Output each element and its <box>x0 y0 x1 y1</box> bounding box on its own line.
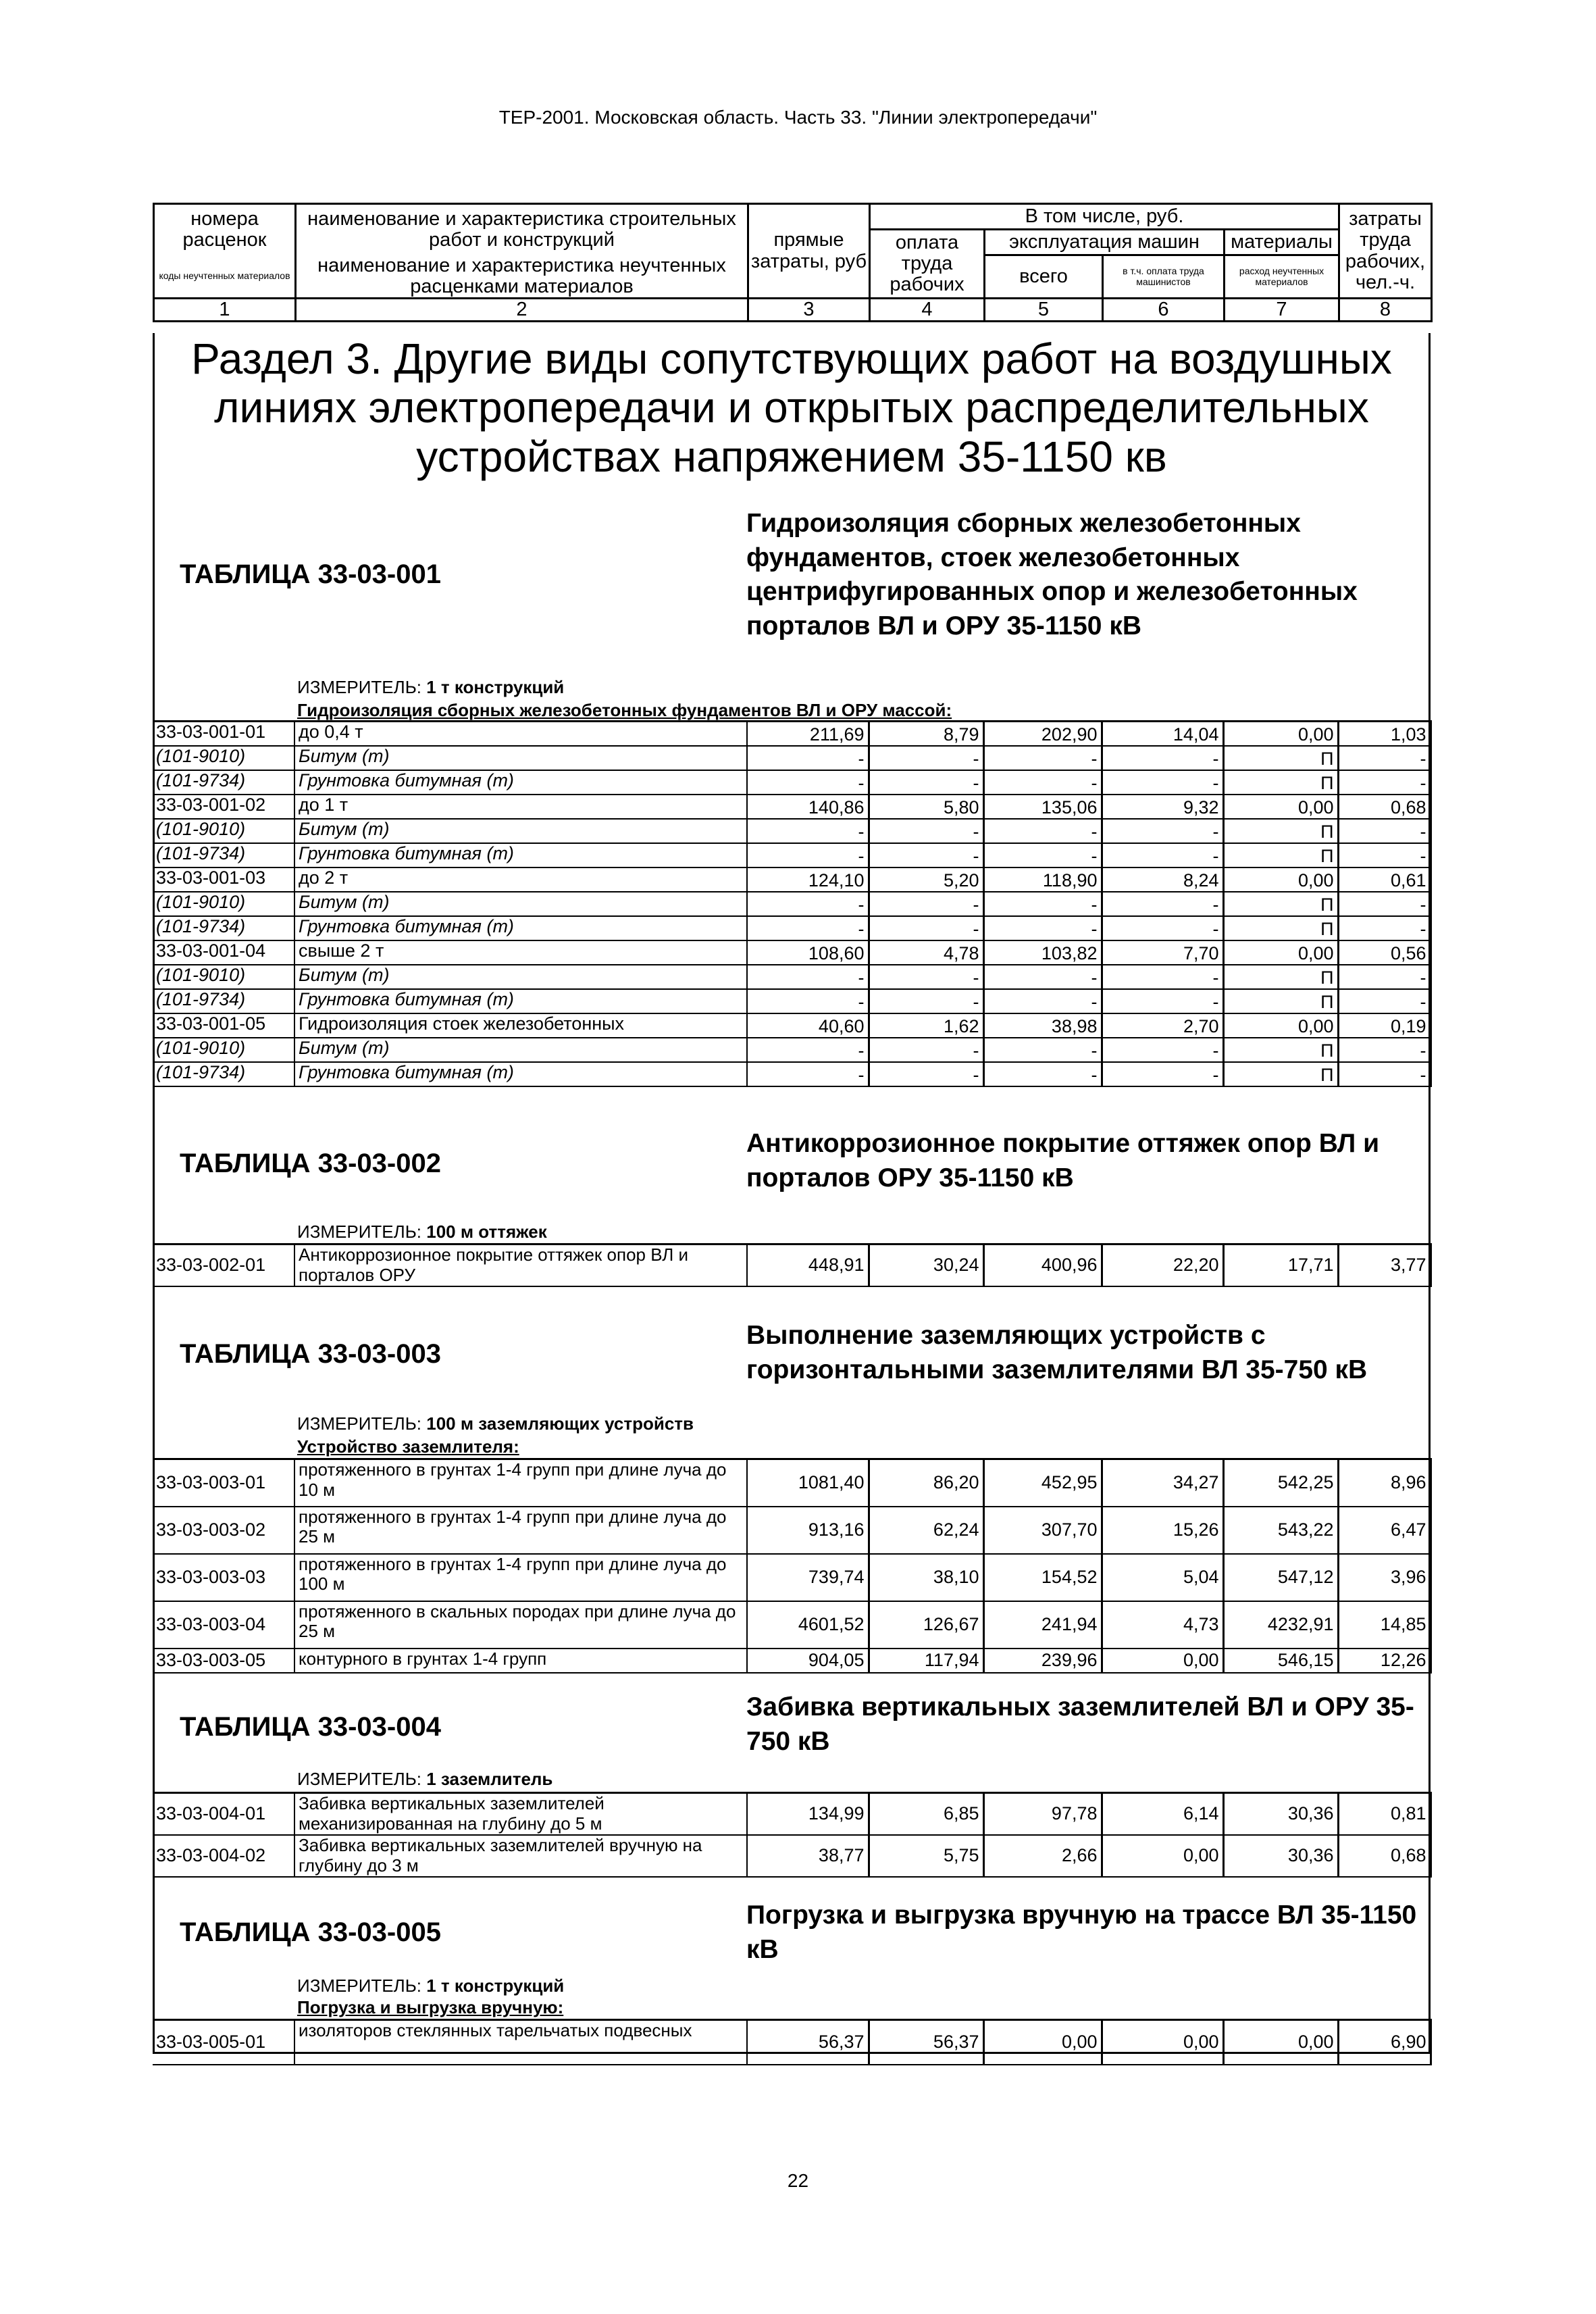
rate-code: 33-03-003-04 <box>153 1601 294 1649</box>
table-unit: ИЗМЕРИТЕЛЬ: 100 м оттяжек <box>297 1222 547 1242</box>
table-unit: ИЗМЕРИТЕЛЬ: 1 т конструкций <box>297 1976 565 1996</box>
machinists-wages-value: - <box>1102 1038 1223 1062</box>
machinists-wages-value: - <box>1102 1062 1223 1086</box>
material-row <box>153 892 1431 916</box>
machines-total-value: - <box>983 916 1102 940</box>
table-row <box>153 867 1431 892</box>
machinists-wages-value: - <box>1102 770 1223 795</box>
rate-code: 33-03-004-01 <box>153 1793 294 1835</box>
materials-value: П <box>1223 746 1338 770</box>
table-row <box>153 1835 1431 1877</box>
materials-value: П <box>1223 770 1338 795</box>
worker-wages-value: 86,20 <box>869 1459 983 1507</box>
machinists-wages-value: - <box>1102 746 1223 770</box>
labor-hours-value: 1,03 <box>1338 722 1431 746</box>
rate-code: 33-03-001-03 <box>153 867 294 892</box>
labor-hours-value: - <box>1338 965 1431 989</box>
labor-hours-value: 3,96 <box>1338 1554 1431 1601</box>
table-row <box>153 1459 1431 1507</box>
table-description: Погрузка и выгрузка вручную на трассе ВЛ 35-1150 кВ <box>746 1901 1417 1964</box>
labor-hours-value: - <box>1338 770 1431 795</box>
worker-wages-value: 1,62 <box>869 1013 983 1038</box>
materials-value: 543,22 <box>1223 1507 1338 1554</box>
rate-code: 33-03-003-03 <box>153 1554 294 1601</box>
table-unit: ИЗМЕРИТЕЛЬ: 100 м заземляющих устройств <box>297 1413 694 1434</box>
rate-name: Грунтовка битумная (т) <box>294 843 747 867</box>
worker-wages-value: - <box>869 916 983 940</box>
rate-name: Грунтовка битумная (т) <box>294 989 747 1013</box>
labor-hours-value: - <box>1338 1062 1431 1086</box>
rate-name: протяженного в грунтах 1-4 групп при длине луча до 100 м <box>294 1554 747 1601</box>
table-subheading: Погрузка и выгрузка вручную: <box>297 1997 564 2017</box>
materials-value: П <box>1223 989 1338 1013</box>
machines-total-value: 135,06 <box>983 795 1102 819</box>
machines-total-value: 103,82 <box>983 940 1102 965</box>
rate-code: 33-03-001-02 <box>153 795 294 819</box>
machinists-wages-value: 5,04 <box>1102 1554 1223 1601</box>
machinists-wages-value: - <box>1102 916 1223 940</box>
rate-name: Битум (т) <box>294 819 747 843</box>
col-number: 7 <box>1225 299 1339 322</box>
rate-code: (101-9010) <box>153 819 294 843</box>
labor-hours-value: 0,56 <box>1338 940 1431 965</box>
material-row <box>153 1062 1431 1086</box>
worker-wages-value: 5,80 <box>869 795 983 819</box>
rate-code: 33-03-001-05 <box>153 1013 294 1038</box>
machines-total-value: 400,96 <box>983 1244 1102 1286</box>
rate-name: протяженного в скальных породах при длине луча до 25 м <box>294 1601 747 1649</box>
direct-costs-value: - <box>747 892 869 916</box>
direct-costs-value: 124,10 <box>747 867 869 892</box>
worker-wages-value: 62,24 <box>869 1507 983 1554</box>
col-materials-header: материалы <box>1225 230 1339 255</box>
worker-wages-value: 117,94 <box>869 1649 983 1673</box>
worker-wages-value: 5,20 <box>869 867 983 892</box>
table-description: Забивка вертикальных заземлителей ВЛ и ОРУ 35-750 кВ <box>746 1692 1414 1756</box>
machines-total-value: 2,66 <box>983 1835 1102 1877</box>
table-label: ТАБЛИЦА 33-03-004 <box>180 1712 441 1742</box>
machines-total-value: 118,90 <box>983 867 1102 892</box>
col-number: 4 <box>870 299 985 322</box>
direct-costs-value: 448,91 <box>747 1244 869 1286</box>
materials-value: П <box>1223 1038 1338 1062</box>
machinists-wages-value: 4,73 <box>1102 1601 1223 1649</box>
machinists-wages-value: 0,00 <box>1102 2020 1223 2065</box>
direct-costs-value: 4601,52 <box>747 1601 869 1649</box>
materials-value: 0,00 <box>1223 940 1338 965</box>
labor-hours-value: - <box>1338 1038 1431 1062</box>
table-row <box>153 1554 1431 1601</box>
labor-hours-value: - <box>1338 843 1431 867</box>
labor-hours-value: - <box>1338 892 1431 916</box>
table-row <box>153 722 1431 746</box>
machinists-wages-value: 0,00 <box>1102 1649 1223 1673</box>
machines-total-value: - <box>983 770 1102 795</box>
direct-costs-value: - <box>747 843 869 867</box>
machines-total-value: - <box>983 1038 1102 1062</box>
machines-total-value: 202,90 <box>983 722 1102 746</box>
col-wages-header: оплата труда рабочих <box>870 230 985 299</box>
machinists-wages-value: 15,26 <box>1102 1507 1223 1554</box>
worker-wages-value: - <box>869 965 983 989</box>
worker-wages-value: 8,79 <box>869 722 983 746</box>
materials-value: 542,25 <box>1223 1459 1338 1507</box>
material-row <box>153 965 1431 989</box>
machines-total-value: 239,96 <box>983 1649 1102 1673</box>
table-unit: ИЗМЕРИТЕЛЬ: 1 заземлитель <box>297 1769 553 1789</box>
labor-hours-value: 6,90 <box>1338 2020 1431 2065</box>
rate-name: Гидроизоляция стоек железобетонных <box>294 1013 747 1038</box>
direct-costs-value: 211,69 <box>747 722 869 746</box>
direct-costs-value: - <box>747 1038 869 1062</box>
worker-wages-value: - <box>869 843 983 867</box>
machines-total-value: 154,52 <box>983 1554 1102 1601</box>
labor-hours-value: - <box>1338 989 1431 1013</box>
col-name-header: наименование и характеристика строительных работ и конструкций <box>296 204 748 255</box>
direct-costs-value: 140,86 <box>747 795 869 819</box>
worker-wages-value: 38,10 <box>869 1554 983 1601</box>
machinists-wages-value: 2,70 <box>1102 1013 1223 1038</box>
col-number: 5 <box>985 299 1103 322</box>
rate-name: протяженного в грунтах 1-4 групп при длине луча до 25 м <box>294 1507 747 1554</box>
rate-code: 33-03-005-01 <box>153 2020 294 2065</box>
material-row <box>153 843 1431 867</box>
column-number-row <box>154 299 1432 322</box>
table-subheading: Гидроизоляция сборных железобетонных фундаментов ВЛ и ОРУ массой: <box>297 700 952 720</box>
table-row <box>153 1244 1431 1286</box>
rate-code: (101-9734) <box>153 916 294 940</box>
labor-hours-value: 0,81 <box>1338 1793 1431 1835</box>
worker-wages-value: - <box>869 989 983 1013</box>
materials-value: 546,15 <box>1223 1649 1338 1673</box>
rate-code: 33-03-001-01 <box>153 722 294 746</box>
col-direct-costs-header: прямые затраты, руб <box>748 204 870 299</box>
material-row <box>153 819 1431 843</box>
machines-total-value: - <box>983 892 1102 916</box>
direct-costs-value: - <box>747 746 869 770</box>
machinists-wages-value: 7,70 <box>1102 940 1223 965</box>
machinists-wages-value: 8,24 <box>1102 867 1223 892</box>
direct-costs-value: 1081,40 <box>747 1459 869 1507</box>
direct-costs-value: 108,60 <box>747 940 869 965</box>
direct-costs-value: 913,16 <box>747 1507 869 1554</box>
rate-code: (101-9734) <box>153 843 294 867</box>
col-group-header: В том числе, руб. <box>870 204 1339 230</box>
labor-hours-value: 3,77 <box>1338 1244 1431 1286</box>
page-number: 22 <box>787 2170 809 2191</box>
labor-hours-value: - <box>1338 746 1431 770</box>
machinists-wages-value: - <box>1102 819 1223 843</box>
labor-hours-value: - <box>1338 819 1431 843</box>
materials-value: П <box>1223 916 1338 940</box>
rate-name: Забивка вертикальных заземлителей механизированная на глубину до 5 м <box>294 1793 747 1835</box>
rate-name: до 2 т <box>294 867 747 892</box>
machines-total-value: 0,00 <box>983 2020 1102 2065</box>
worker-wages-value: - <box>869 770 983 795</box>
table-unit: ИЗМЕРИТЕЛЬ: 1 т конструкций <box>297 677 565 697</box>
col-material-names-header: наименование и характеристика неучтенных расценками материалов <box>296 255 748 299</box>
rate-name: Битум (т) <box>294 1038 747 1062</box>
labor-hours-value: 14,85 <box>1338 1601 1431 1649</box>
rate-name: изоляторов стеклянных тарельчатых подвесных <box>294 2020 747 2065</box>
table-label: ТАБЛИЦА 33-03-002 <box>180 1149 441 1178</box>
table-row <box>153 1507 1431 1554</box>
rate-code: (101-9010) <box>153 746 294 770</box>
table-row <box>153 1793 1431 1835</box>
direct-costs-value: - <box>747 770 869 795</box>
direct-costs-value: 739,74 <box>747 1554 869 1601</box>
rate-name: контурного в грунтах 1-4 групп <box>294 1649 747 1673</box>
direct-costs-value: 904,05 <box>747 1649 869 1673</box>
worker-wages-value: - <box>869 746 983 770</box>
materials-value: 0,00 <box>1223 867 1338 892</box>
col-number: 3 <box>748 299 870 322</box>
materials-value: 30,36 <box>1223 1793 1338 1835</box>
col-number: 6 <box>1103 299 1225 322</box>
labor-hours-value: 6,47 <box>1338 1507 1431 1554</box>
machines-total-value: - <box>983 1062 1102 1086</box>
rate-name: Битум (т) <box>294 965 747 989</box>
materials-value: П <box>1223 1062 1338 1086</box>
material-row <box>153 1038 1431 1062</box>
labor-hours-value: 0,68 <box>1338 795 1431 819</box>
table-row <box>153 1649 1431 1673</box>
direct-costs-value: - <box>747 989 869 1013</box>
machines-total-value: 452,95 <box>983 1459 1102 1507</box>
worker-wages-value: - <box>869 819 983 843</box>
rate-name: Антикоррозионное покрытие оттяжек опор ВЛ и порталов ОРУ <box>294 1244 747 1286</box>
table-row <box>153 2020 1431 2065</box>
worker-wages-value: 6,85 <box>869 1793 983 1835</box>
labor-hours-value: 0,61 <box>1338 867 1431 892</box>
rate-code: (101-9734) <box>153 770 294 795</box>
rate-name: Битум (т) <box>294 746 747 770</box>
materials-value: 0,00 <box>1223 795 1338 819</box>
direct-costs-value: - <box>747 819 869 843</box>
table-label: ТАБЛИЦА 33-03-001 <box>180 559 441 589</box>
rates-table <box>153 1792 1432 1878</box>
materials-value: 547,12 <box>1223 1554 1338 1601</box>
col-number: 2 <box>296 299 748 322</box>
machines-total-value: - <box>983 843 1102 867</box>
labor-hours-value: 12,26 <box>1338 1649 1431 1673</box>
table-description: Антикоррозионное покрытие оттяжек опор ВЛ и порталов ОРУ 35-1150 кВ <box>746 1129 1380 1192</box>
col-machines-total-header: всего <box>985 255 1103 299</box>
rate-name: Грунтовка битумная (т) <box>294 1062 747 1086</box>
machines-total-value: 307,70 <box>983 1507 1102 1554</box>
machinists-wages-value: 9,32 <box>1102 795 1223 819</box>
materials-value: 17,71 <box>1223 1244 1338 1286</box>
rate-code: (101-9010) <box>153 1038 294 1062</box>
direct-costs-value: 40,60 <box>747 1013 869 1038</box>
direct-costs-value: 56,37 <box>747 2020 869 2065</box>
machinists-wages-value: - <box>1102 989 1223 1013</box>
machinists-wages-value: 34,27 <box>1102 1459 1223 1507</box>
material-row <box>153 770 1431 795</box>
worker-wages-value: - <box>869 1038 983 1062</box>
worker-wages-value: 126,67 <box>869 1601 983 1649</box>
labor-hours-value: 8,96 <box>1338 1459 1431 1507</box>
machines-total-value: - <box>983 819 1102 843</box>
rate-code: (101-9010) <box>153 892 294 916</box>
direct-costs-value: 38,77 <box>747 1835 869 1877</box>
rate-code: 33-03-003-05 <box>153 1649 294 1673</box>
rate-code: 33-03-004-02 <box>153 1835 294 1877</box>
col-material-usage-header: расход неучтенных материалов <box>1225 255 1339 299</box>
direct-costs-value: - <box>747 916 869 940</box>
materials-value: П <box>1223 843 1338 867</box>
rate-name: до 0,4 т <box>294 722 747 746</box>
col-labor-header: затраты труда рабочих, чел.-ч. <box>1339 204 1432 299</box>
materials-value: 30,36 <box>1223 1835 1338 1877</box>
materials-value: П <box>1223 819 1338 843</box>
rate-code: (101-9734) <box>153 1062 294 1086</box>
col-machines-header: эксплуатация машин <box>985 230 1225 255</box>
material-row <box>153 916 1431 940</box>
table-label: ТАБЛИЦА 33-03-003 <box>180 1339 441 1369</box>
col-number: 1 <box>154 299 296 322</box>
materials-value: П <box>1223 892 1338 916</box>
worker-wages-value: 5,75 <box>869 1835 983 1877</box>
rate-code: 33-03-003-02 <box>153 1507 294 1554</box>
direct-costs-value: - <box>747 1062 869 1086</box>
rate-name: Грунтовка битумная (т) <box>294 770 747 795</box>
rate-name: до 1 т <box>294 795 747 819</box>
table-description: Гидроизоляция сборных железобетонных фундаментов, стоек железобетонных центрифугированных опор и железобетонных порталов ВЛ и ОРУ 35-1150 кВ <box>746 509 1358 641</box>
table-row <box>153 1601 1431 1649</box>
materials-value: П <box>1223 965 1338 989</box>
rate-code: 33-03-001-04 <box>153 940 294 965</box>
rates-table <box>153 1243 1432 1287</box>
machinists-wages-value: 0,00 <box>1102 1835 1223 1877</box>
rate-name: протяженного в грунтах 1-4 групп при длине луча до 10 м <box>294 1459 747 1507</box>
machinists-wages-value: 14,04 <box>1102 722 1223 746</box>
machinists-wages-value: - <box>1102 965 1223 989</box>
materials-value: 0,00 <box>1223 722 1338 746</box>
materials-value: 4232,91 <box>1223 1601 1338 1649</box>
labor-hours-value: 0,68 <box>1338 1835 1431 1877</box>
column-header-table <box>153 203 1433 322</box>
table-row <box>153 940 1431 965</box>
worker-wages-value: - <box>869 892 983 916</box>
table-label: ТАБЛИЦА 33-03-005 <box>180 1917 441 1947</box>
rate-code: (101-9734) <box>153 989 294 1013</box>
worker-wages-value: 56,37 <box>869 2020 983 2065</box>
materials-value: 0,00 <box>1223 1013 1338 1038</box>
table-subheading: Устройство заземлителя: <box>297 1436 519 1457</box>
machines-total-value: 38,98 <box>983 1013 1102 1038</box>
rates-table <box>153 1458 1432 1674</box>
machines-total-value: - <box>983 989 1102 1013</box>
material-row <box>153 746 1431 770</box>
col-machinists-wages-header: в т.ч. оплата труда машинистов <box>1103 255 1225 299</box>
machinists-wages-value: 22,20 <box>1102 1244 1223 1286</box>
rate-code: 33-03-002-01 <box>153 1244 294 1286</box>
labor-hours-value: 0,19 <box>1338 1013 1431 1038</box>
rate-name: Грунтовка битумная (т) <box>294 916 747 940</box>
rates-table <box>153 2019 1432 2065</box>
worker-wages-value: - <box>869 1062 983 1086</box>
document-header: ТЕР-2001. Московская область. Часть 33. "Линии электропередачи" <box>498 107 1098 128</box>
table-description: Выполнение заземляющих устройств с горизонтальными заземлителями ВЛ 35-750 кВ <box>746 1321 1368 1384</box>
rate-name: Битум (т) <box>294 892 747 916</box>
machines-total-value: 241,94 <box>983 1601 1102 1649</box>
machines-total-value: 97,78 <box>983 1793 1102 1835</box>
col-material-codes-header: коды неучтенных материалов <box>154 255 296 299</box>
rate-name: свыше 2 т <box>294 940 747 965</box>
col-code-header: номера расценок <box>154 204 296 255</box>
rate-code: 33-03-003-01 <box>153 1459 294 1507</box>
labor-hours-value: - <box>1338 916 1431 940</box>
direct-costs-value: 134,99 <box>747 1793 869 1835</box>
material-row <box>153 989 1431 1013</box>
machines-total-value: - <box>983 746 1102 770</box>
worker-wages-value: 30,24 <box>869 1244 983 1286</box>
rate-name: Забивка вертикальных заземлителей вручную на глубину до 3 м <box>294 1835 747 1877</box>
table-row <box>153 1013 1431 1038</box>
rate-code: (101-9010) <box>153 965 294 989</box>
rates-table <box>153 720 1432 1087</box>
machinists-wages-value: 6,14 <box>1102 1793 1223 1835</box>
machinists-wages-value: - <box>1102 843 1223 867</box>
section-title: Раздел 3. Другие виды сопутствующих работ на воздушных линиях электропередачи и открытых распределительных устройствах напряжением 35-1150 кв <box>191 334 1392 481</box>
table-row <box>153 795 1431 819</box>
machinists-wages-value: - <box>1102 892 1223 916</box>
col-number: 8 <box>1339 299 1432 322</box>
worker-wages-value: 4,78 <box>869 940 983 965</box>
machines-total-value: - <box>983 965 1102 989</box>
materials-value: 0,00 <box>1223 2020 1338 2065</box>
direct-costs-value: - <box>747 965 869 989</box>
